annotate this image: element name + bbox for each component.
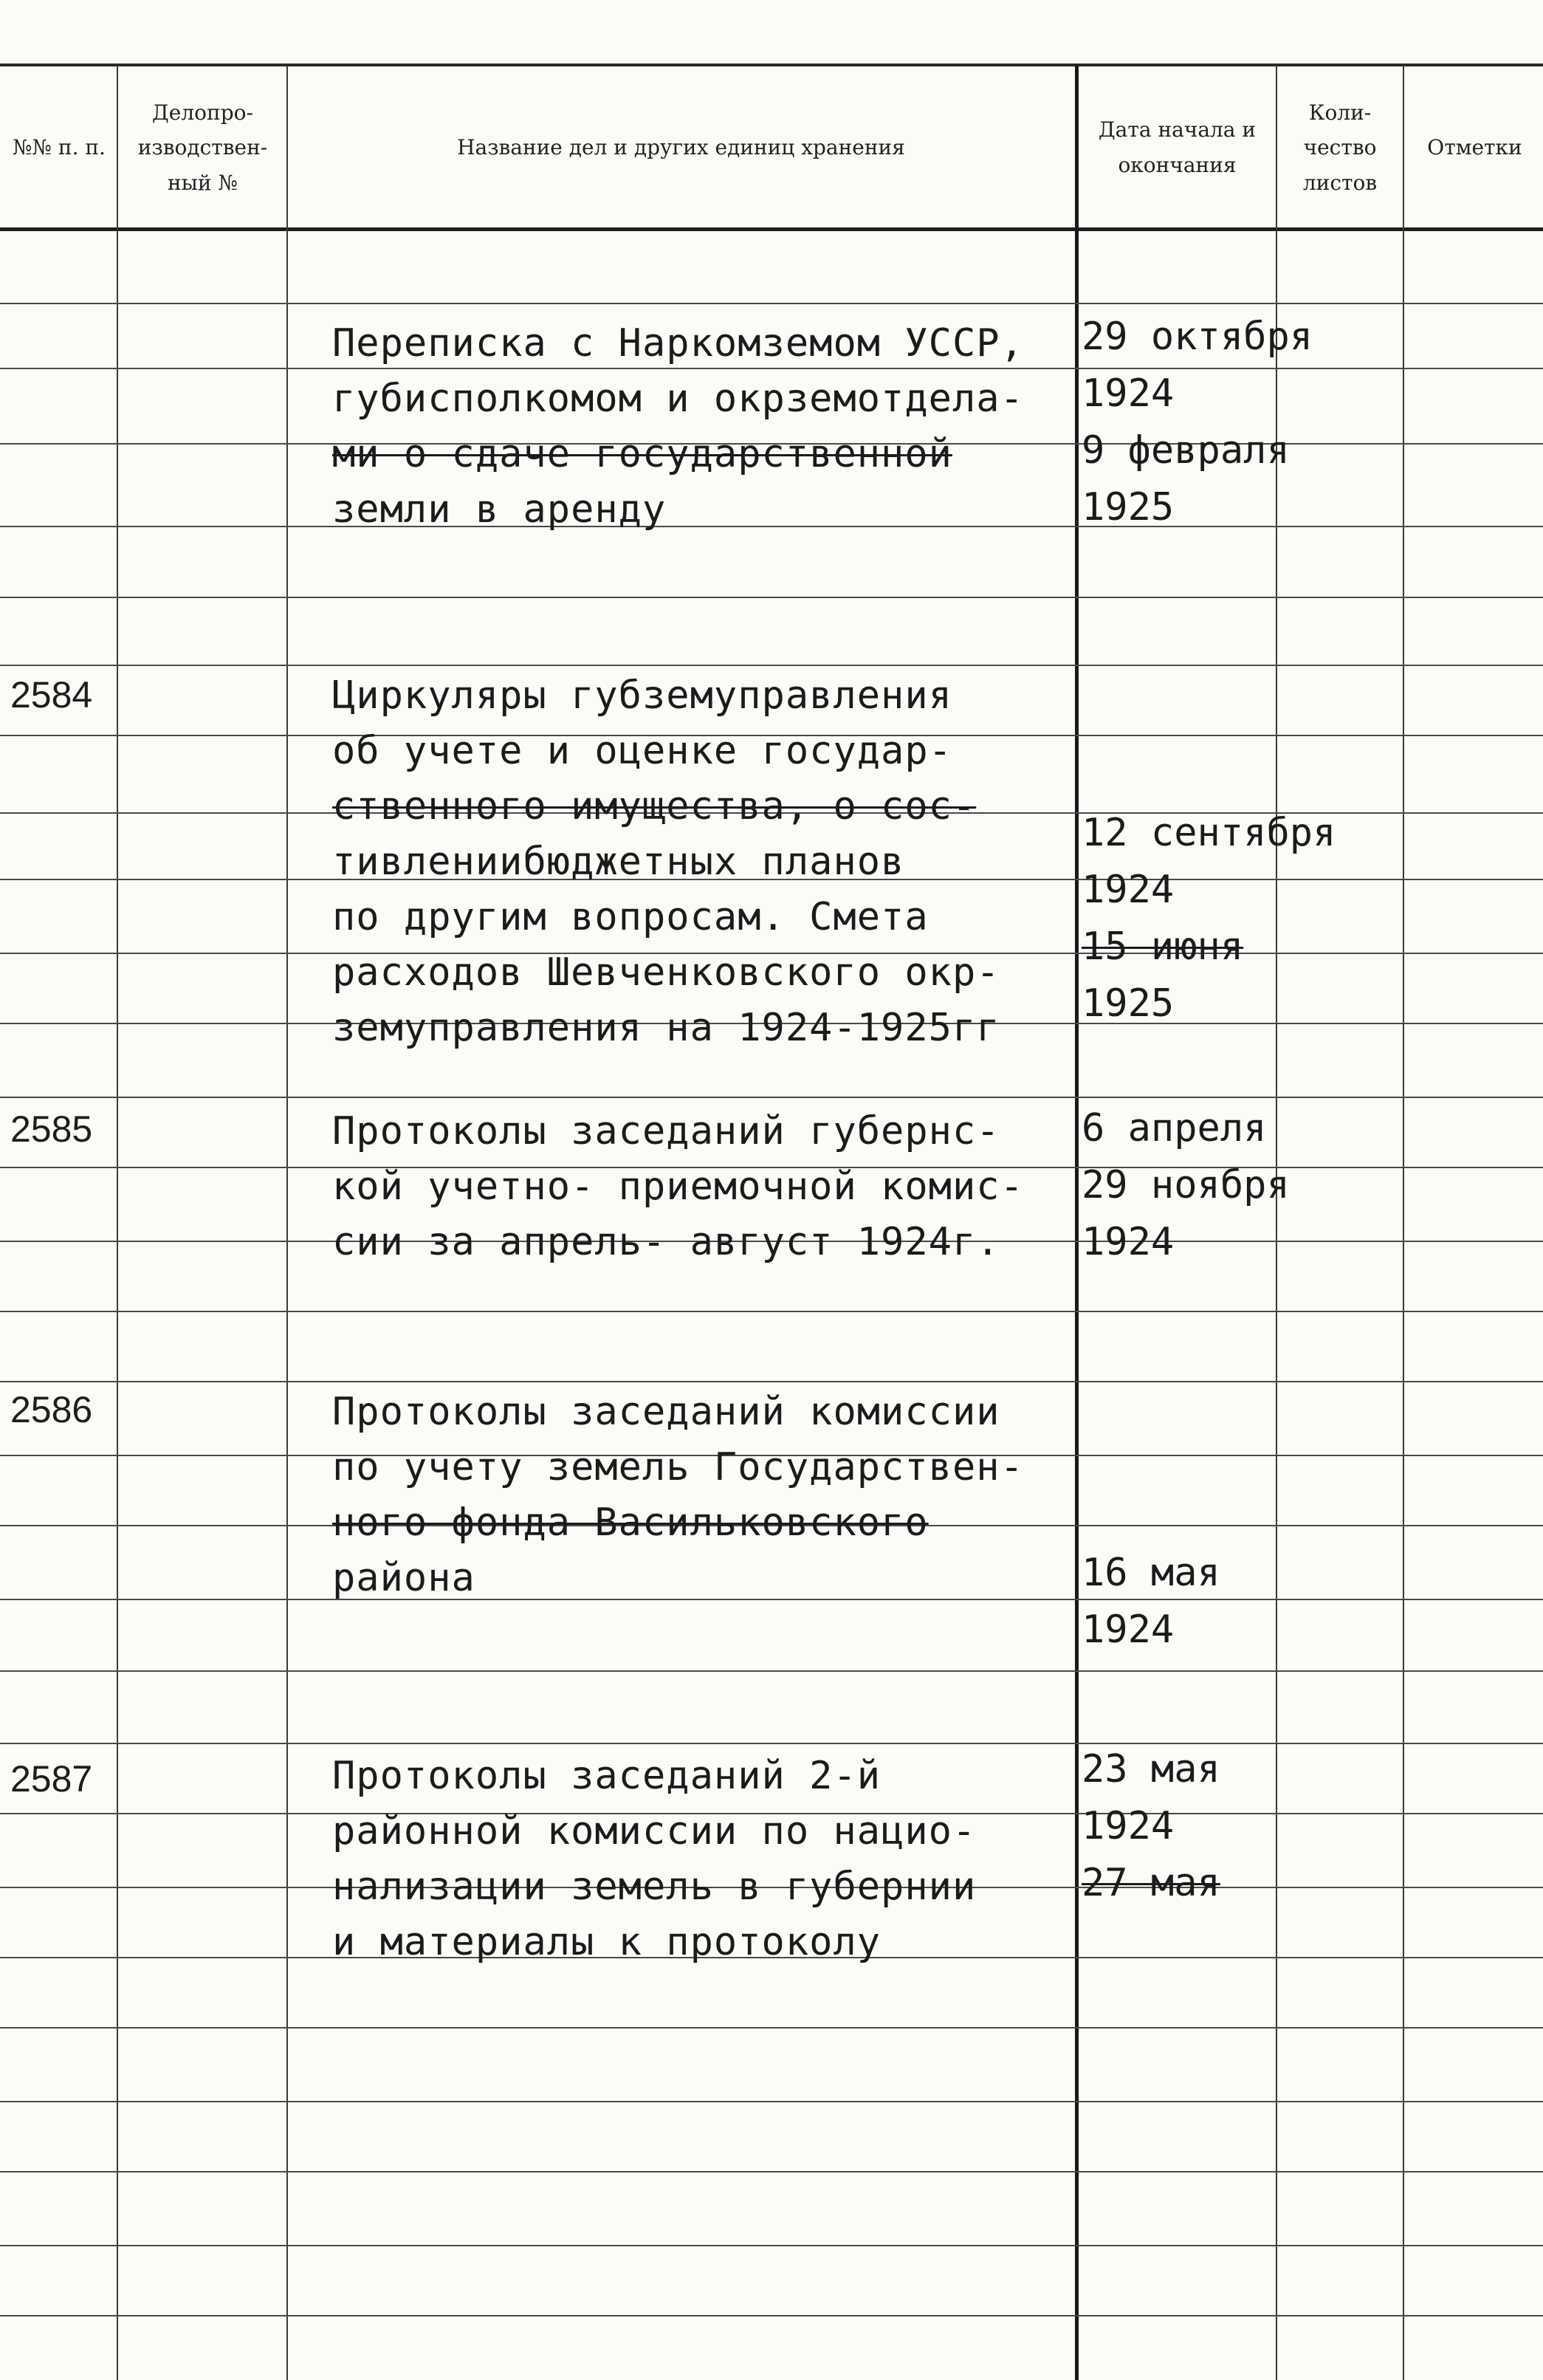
- record-number: 2586: [10, 1389, 93, 1430]
- header-num: №№ п. п.: [13, 135, 106, 160]
- record-dates: 6 апреля 29 ноября 1924: [1082, 1106, 1290, 1264]
- record-number: 2584: [10, 674, 93, 716]
- top-rule: [0, 64, 1543, 66]
- ruled-line: [0, 2245, 1543, 2246]
- record-title: Протоколы заседаний губернс- кой учетно- приемочной комис- сии за апрель- август 1924г.: [332, 1109, 1024, 1264]
- ruled-line: [0, 597, 1543, 598]
- record-title: Протоколы заседаний 2-й районной комиссии по нацио- нализации земель в губернии и материалы к протоколу: [332, 1754, 977, 1964]
- record-title: Циркуляры губземуправления об учете и оценке государ- ственного имущества, о сос- тивлениибюджетных планов по другим вопросам. Смета расходов Шевченковского окр- земуправления на 1924-1925гг: [332, 673, 1000, 1050]
- record-title: Протоколы заседаний комиссии по учету земель Государствен- ного фонда Васильковского района: [332, 1390, 1024, 1600]
- header-notes: Отметки: [1427, 135, 1522, 160]
- record-dates: 23 мая 1924 27 мая: [1082, 1747, 1220, 1905]
- header-title: Название дел и других единиц хранения: [457, 135, 905, 160]
- record-title: Переписка с Наркомземом УССР, губисполкомом и окрземотдела- ми о сдаче государственной земли в аренду: [332, 321, 1024, 532]
- column-rule: [286, 65, 288, 2380]
- header-sheets: Коли-чество листов: [1302, 100, 1378, 195]
- record-dates: 29 октября 1924 9 февраля 1925: [1082, 315, 1313, 529]
- column-rule: [1075, 65, 1079, 2380]
- column-rule: [1403, 65, 1404, 2380]
- header-rule: [0, 227, 1543, 231]
- record-number: 2587: [10, 1758, 93, 1800]
- ruled-line: [0, 2315, 1543, 2316]
- column-rule: [117, 65, 118, 2380]
- record-dates: 16 мая 1924: [1082, 1551, 1220, 1652]
- ruled-line: [0, 2171, 1543, 2172]
- ruled-line: [0, 1381, 1543, 1382]
- record-dates: 12 сентября 1924 15 июня 1925: [1082, 811, 1336, 1026]
- ruled-line: [0, 2027, 1543, 2029]
- ruled-line: [0, 1311, 1543, 1312]
- header-office-num: Делопро-изводствен-ный №: [137, 100, 268, 195]
- record-number: 2585: [10, 1108, 93, 1150]
- ruled-line: [0, 303, 1543, 304]
- header-dates: Дата начала и окончания: [1098, 117, 1257, 177]
- ruled-line: [0, 665, 1543, 666]
- ruled-line: [0, 1670, 1543, 1672]
- ruled-line: [0, 1097, 1543, 1098]
- ruled-line: [0, 2101, 1543, 2102]
